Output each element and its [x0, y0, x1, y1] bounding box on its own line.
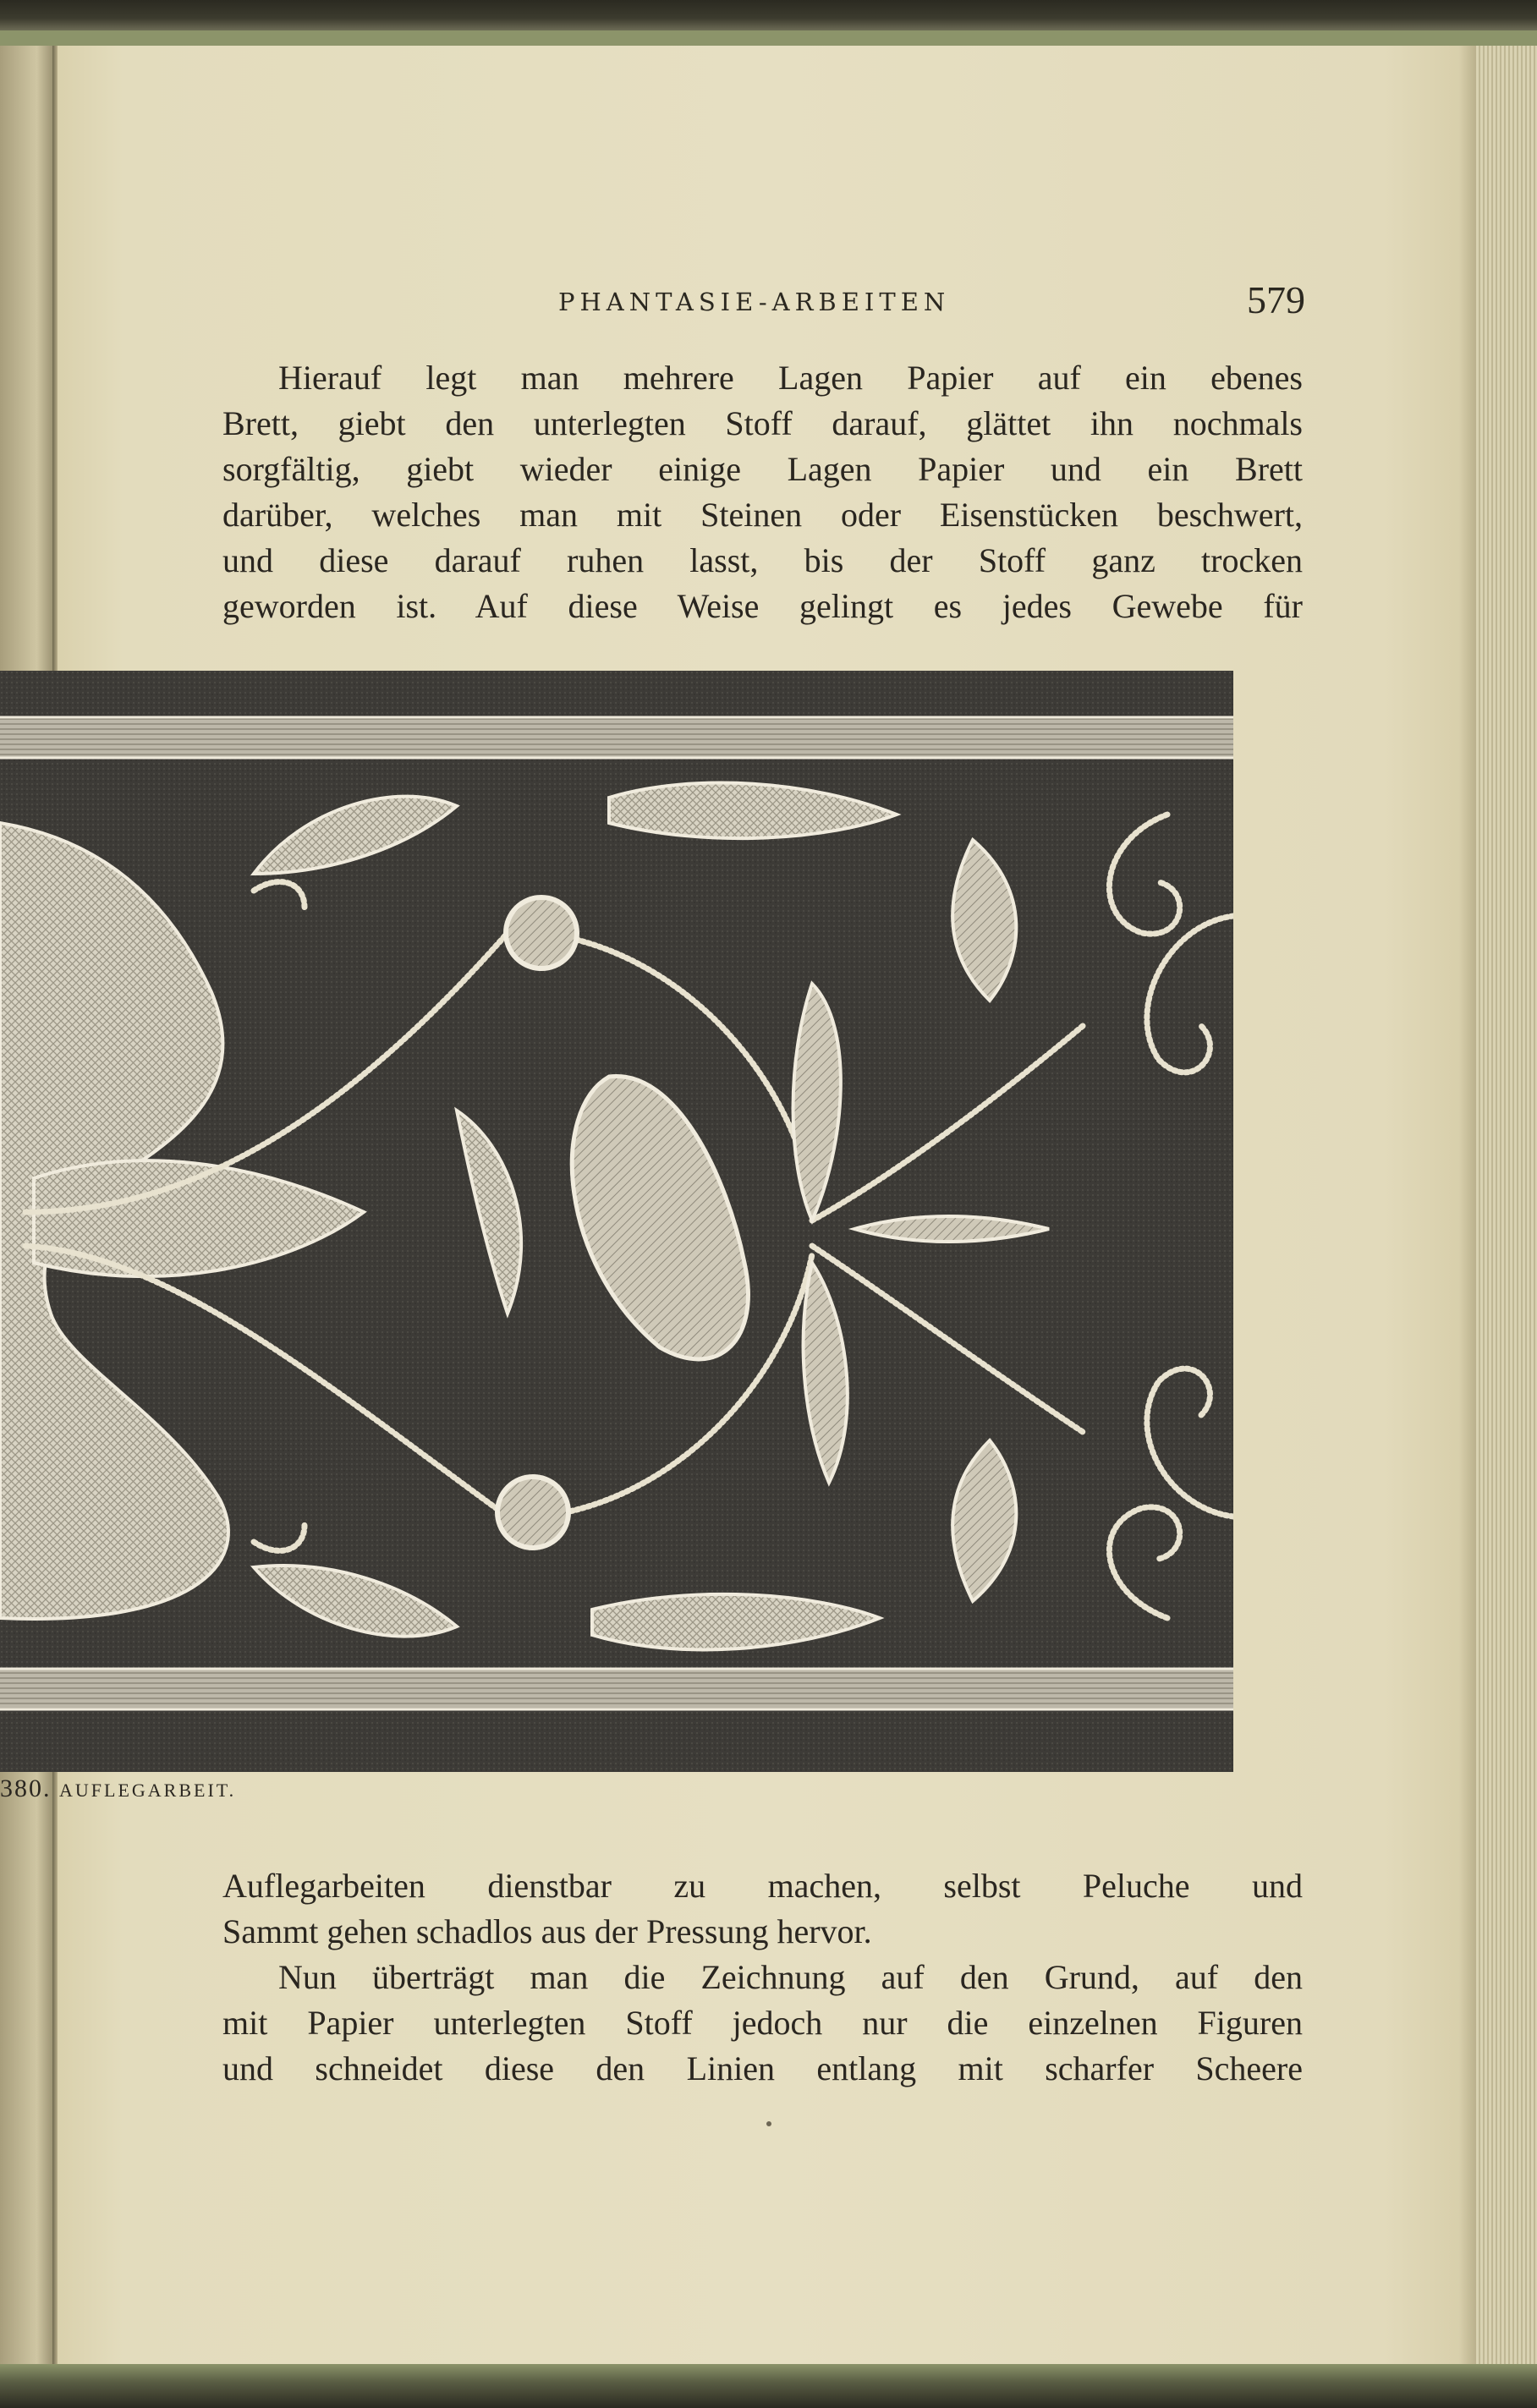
paragraph-2 [222, 1863, 1303, 1955]
text-line: Sammt gehen schadlos aus der Pressung hervor. [222, 1912, 872, 1950]
text-line: und diese darauf ruhen lasst, bis der Stoff ganz trocken [222, 541, 1303, 579]
text-line: Auflegarbeiten dienstbar zu machen, selbst Peluche und [222, 1867, 1303, 1905]
page-number: 579 [1247, 278, 1305, 321]
text-line: geworden ist. Auf diese Weise gelingt es jedes Gewebe für [222, 587, 1303, 625]
top-binding [0, 0, 1537, 30]
text-line: Brett, giebt den unterlegten Stoff darauf, glättet ihn nochmals [222, 404, 1303, 442]
text-line: und schneidet diese den Linien entlang mit scharfer Scheere [222, 2049, 1303, 2087]
text-line: sorgfältig, giebt wieder einige Lagen Papier und ein Brett [222, 450, 1303, 488]
text-line: Hierauf legt man mehrere Lagen Papier auf ein ebenes [278, 359, 1303, 397]
text-line: mit Papier unterlegten Stoff jedoch nur die einzelnen Figuren [222, 2004, 1303, 2042]
text-line: Nun überträgt man die Zeichnung auf den Grund, auf den [278, 1958, 1303, 1996]
text-line: darüber, welches man mit Steinen oder Eisenstücken beschwert, [222, 496, 1303, 534]
caption-text: AUFLEGARBEIT. [59, 1780, 237, 1801]
running-head: PHANTASIE-ARBEITEN [558, 288, 951, 316]
figure-caption [0, 1774, 236, 1803]
page-edges [1476, 46, 1537, 2364]
bottom-binding [0, 2364, 1537, 2408]
embroidery-plate-illustration [0, 671, 1233, 1772]
ink-speck [766, 2121, 771, 2126]
top-cover-edge [0, 30, 1537, 46]
caption-number: 380. [0, 1774, 52, 1802]
paragraph-1 [222, 355, 1303, 629]
paragraph-3 [222, 1955, 1303, 2092]
